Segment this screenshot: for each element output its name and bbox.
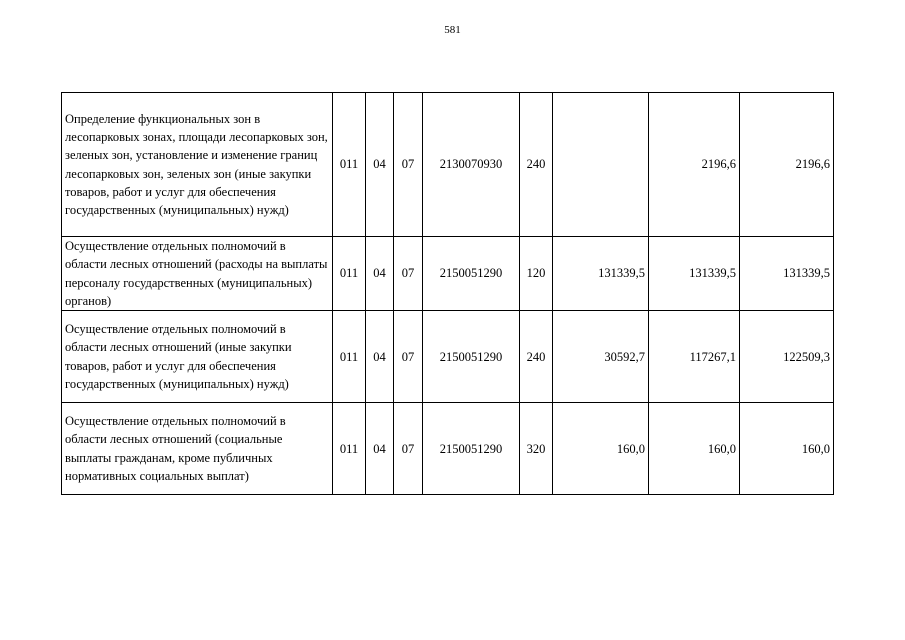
subsection-code-cell: 07 bbox=[394, 93, 423, 237]
subsection-code-cell: 07 bbox=[394, 403, 423, 495]
table-row bbox=[62, 311, 834, 403]
section-code-cell: 04 bbox=[366, 403, 394, 495]
target-article-cell: 2130070930 bbox=[423, 93, 520, 237]
amount-3-cell: 131339,5 bbox=[740, 237, 834, 311]
target-article-cell: 2150051290 bbox=[423, 311, 520, 403]
amount-2-cell: 160,0 bbox=[649, 403, 740, 495]
amount-3-cell: 2196,6 bbox=[740, 93, 834, 237]
expense-name-cell: Определение функциональных зон в лесопарковых зонах, площади лесопарковых зон, зеленых зон, установление и изменение границ лесопарковых зон, зеленых зон (иные закупки товаров, работ и услуг для обеспечения государственных (муниципальных) нужд) bbox=[62, 93, 333, 237]
amount-3-cell: 160,0 bbox=[740, 403, 834, 495]
ministry-code-cell: 011 bbox=[333, 237, 366, 311]
subsection-code-cell: 07 bbox=[394, 237, 423, 311]
ministry-code-cell: 011 bbox=[333, 93, 366, 237]
section-code-cell: 04 bbox=[366, 93, 394, 237]
target-article-cell: 2150051290 bbox=[423, 237, 520, 311]
table-row bbox=[62, 237, 834, 311]
amount-1-cell: 131339,5 bbox=[553, 237, 649, 311]
amount-1-cell bbox=[553, 93, 649, 237]
amount-1-cell: 160,0 bbox=[553, 403, 649, 495]
expense-name-cell: Осуществление отдельных полномочий в области лесных отношений (расходы на выплаты персоналу государственных (муниципальных) органов) bbox=[62, 237, 333, 311]
subsection-code-cell: 07 bbox=[394, 311, 423, 403]
amount-2-cell: 117267,1 bbox=[649, 311, 740, 403]
expense-name-cell: Осуществление отдельных полномочий в области лесных отношений (социальные выплаты гражданам, кроме публичных нормативных социальных выплат) bbox=[62, 403, 333, 495]
expense-type-cell: 240 bbox=[520, 311, 553, 403]
budget-table bbox=[61, 92, 834, 495]
table-row bbox=[62, 403, 834, 495]
ministry-code-cell: 011 bbox=[333, 311, 366, 403]
ministry-code-cell: 011 bbox=[333, 403, 366, 495]
amount-2-cell: 2196,6 bbox=[649, 93, 740, 237]
expense-name-cell: Осуществление отдельных полномочий в области лесных отношений (иные закупки товаров, работ и услуг для обеспечения государственных (муниципальных) нужд) bbox=[62, 311, 333, 403]
section-code-cell: 04 bbox=[366, 311, 394, 403]
expense-type-cell: 120 bbox=[520, 237, 553, 311]
amount-1-cell: 30592,7 bbox=[553, 311, 649, 403]
target-article-cell: 2150051290 bbox=[423, 403, 520, 495]
amount-2-cell: 131339,5 bbox=[649, 237, 740, 311]
table-row bbox=[62, 93, 834, 237]
page-number: 581 bbox=[444, 24, 461, 36]
amount-3-cell: 122509,3 bbox=[740, 311, 834, 403]
section-code-cell: 04 bbox=[366, 237, 394, 311]
expense-type-cell: 240 bbox=[520, 93, 553, 237]
expense-type-cell: 320 bbox=[520, 403, 553, 495]
